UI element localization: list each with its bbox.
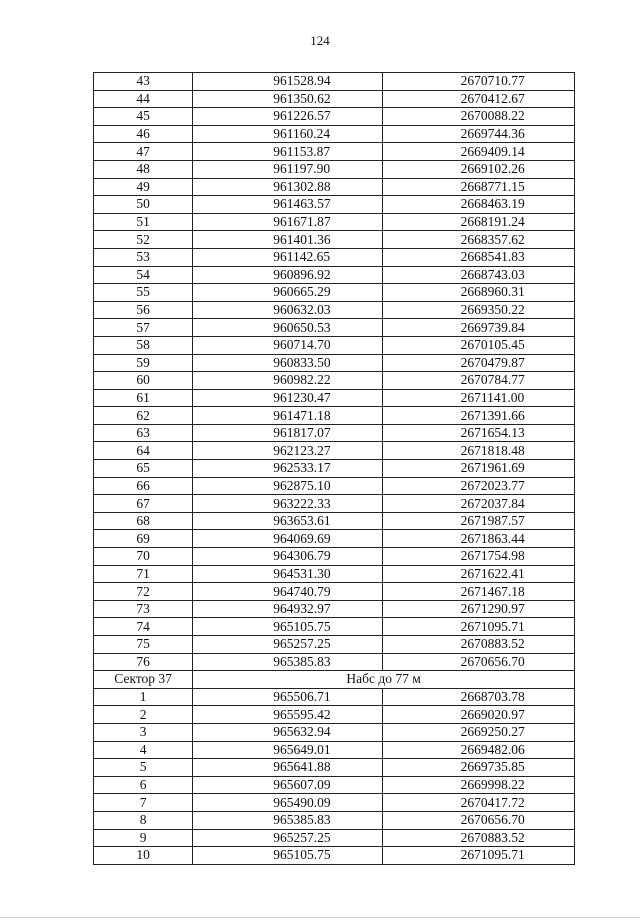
y-coordinate-cell: 2668960.31 <box>382 284 574 302</box>
table-row <box>94 90 575 108</box>
table-row <box>94 636 575 654</box>
y-coordinate-cell: 2669739.84 <box>382 319 574 337</box>
point-number-cell: 4 <box>94 741 193 759</box>
point-number-cell: 59 <box>94 354 193 372</box>
x-coordinate-cell: 965607.09 <box>193 776 382 794</box>
y-coordinate-cell: 2669744.36 <box>382 125 574 143</box>
x-coordinate-cell: 960833.50 <box>193 354 382 372</box>
y-coordinate-cell: 2668541.83 <box>382 248 574 266</box>
point-number-cell: 2 <box>94 706 193 724</box>
x-coordinate-cell: 964531.30 <box>193 565 382 583</box>
point-number-cell: 48 <box>94 160 193 178</box>
point-number-cell: 58 <box>94 336 193 354</box>
point-number-cell: 60 <box>94 372 193 390</box>
x-coordinate-cell: 965632.94 <box>193 723 382 741</box>
y-coordinate-cell: 2672037.84 <box>382 495 574 513</box>
y-coordinate-cell: 2669998.22 <box>382 776 574 794</box>
x-coordinate-cell: 965649.01 <box>193 741 382 759</box>
x-coordinate-cell: 961230.47 <box>193 389 382 407</box>
point-number-cell: 3 <box>94 723 193 741</box>
x-coordinate-cell: 961350.62 <box>193 90 382 108</box>
point-number-cell: 6 <box>94 776 193 794</box>
point-number-cell: 51 <box>94 213 193 231</box>
point-number-cell: 8 <box>94 811 193 829</box>
table-row <box>94 319 575 337</box>
table-row <box>94 512 575 530</box>
y-coordinate-cell: 2671987.57 <box>382 512 574 530</box>
point-number-cell: 55 <box>94 284 193 302</box>
table-row <box>94 248 575 266</box>
x-coordinate-cell: 962875.10 <box>193 477 382 495</box>
point-number-cell: 56 <box>94 301 193 319</box>
table-row <box>94 196 575 214</box>
y-coordinate-cell: 2671818.48 <box>382 442 574 460</box>
y-coordinate-cell: 2671467.18 <box>382 583 574 601</box>
x-coordinate-cell: 961302.88 <box>193 178 382 196</box>
y-coordinate-cell: 2670088.22 <box>382 108 574 126</box>
table-row <box>94 530 575 548</box>
table-row <box>94 847 575 865</box>
y-coordinate-cell: 2671654.13 <box>382 424 574 442</box>
table-row <box>94 583 575 601</box>
x-coordinate-cell: 965105.75 <box>193 618 382 636</box>
table-row <box>94 407 575 425</box>
y-coordinate-cell: 2669735.85 <box>382 759 574 777</box>
point-number-cell: 72 <box>94 583 193 601</box>
x-coordinate-cell: 961528.94 <box>193 73 382 91</box>
x-coordinate-cell: 961142.65 <box>193 248 382 266</box>
point-number-cell: 49 <box>94 178 193 196</box>
y-coordinate-cell: 2668703.78 <box>382 688 574 706</box>
x-coordinate-cell: 960982.22 <box>193 372 382 390</box>
table-row <box>94 794 575 812</box>
y-coordinate-cell: 2668191.24 <box>382 213 574 231</box>
x-coordinate-cell: 961463.57 <box>193 196 382 214</box>
x-coordinate-cell: 963222.33 <box>193 495 382 513</box>
table-row <box>94 600 575 618</box>
point-number-cell: 47 <box>94 143 193 161</box>
y-coordinate-cell: 2668743.03 <box>382 266 574 284</box>
section-height-note: Набс до 77 м <box>193 671 575 689</box>
point-number-cell: 53 <box>94 248 193 266</box>
table-row <box>94 178 575 196</box>
x-coordinate-cell: 965641.88 <box>193 759 382 777</box>
y-coordinate-cell: 2671141.00 <box>382 389 574 407</box>
y-coordinate-cell: 2671391.66 <box>382 407 574 425</box>
page-number: 124 <box>310 33 330 48</box>
point-number-cell: 45 <box>94 108 193 126</box>
point-number-cell: 70 <box>94 548 193 566</box>
table-row <box>94 160 575 178</box>
point-number-cell: 5 <box>94 759 193 777</box>
x-coordinate-cell: 961160.24 <box>193 125 382 143</box>
y-coordinate-cell: 2670412.67 <box>382 90 574 108</box>
y-coordinate-cell: 2670784.77 <box>382 372 574 390</box>
table-row <box>94 389 575 407</box>
point-number-cell: 46 <box>94 125 193 143</box>
point-number-cell: 61 <box>94 389 193 407</box>
x-coordinate-cell: 961226.57 <box>193 108 382 126</box>
point-number-cell: 7 <box>94 794 193 812</box>
point-number-cell: 76 <box>94 653 193 671</box>
y-coordinate-cell: 2670656.70 <box>382 653 574 671</box>
x-coordinate-cell: 965257.25 <box>193 636 382 654</box>
x-coordinate-cell: 961671.87 <box>193 213 382 231</box>
table-row <box>94 143 575 161</box>
table-row <box>94 741 575 759</box>
table-row <box>94 213 575 231</box>
table-row <box>94 442 575 460</box>
point-number-cell: 43 <box>94 73 193 91</box>
point-number-cell: 44 <box>94 90 193 108</box>
y-coordinate-cell: 2669102.26 <box>382 160 574 178</box>
x-coordinate-cell: 965490.09 <box>193 794 382 812</box>
table-row <box>94 618 575 636</box>
y-coordinate-cell: 2671961.69 <box>382 460 574 478</box>
point-number-cell: 1 <box>94 688 193 706</box>
x-coordinate-cell: 960896.92 <box>193 266 382 284</box>
y-coordinate-cell: 2671622.41 <box>382 565 574 583</box>
y-coordinate-cell: 2669350.22 <box>382 301 574 319</box>
point-number-cell: 54 <box>94 266 193 284</box>
table-row <box>94 231 575 249</box>
point-number-cell: 71 <box>94 565 193 583</box>
point-number-cell: 65 <box>94 460 193 478</box>
page-bottom-rule <box>0 917 640 918</box>
table-row <box>94 460 575 478</box>
point-number-cell: 10 <box>94 847 193 865</box>
point-number-cell: 62 <box>94 407 193 425</box>
table-row <box>94 548 575 566</box>
x-coordinate-cell: 965385.83 <box>193 653 382 671</box>
x-coordinate-cell: 963653.61 <box>193 512 382 530</box>
table-row <box>94 372 575 390</box>
y-coordinate-cell: 2668771.15 <box>382 178 574 196</box>
coordinates-table-body-second <box>94 688 575 864</box>
x-coordinate-cell: 965105.75 <box>193 847 382 865</box>
x-coordinate-cell: 964740.79 <box>193 583 382 601</box>
y-coordinate-cell: 2672023.77 <box>382 477 574 495</box>
y-coordinate-cell: 2671863.44 <box>382 530 574 548</box>
y-coordinate-cell: 2671095.71 <box>382 847 574 865</box>
table-row <box>94 811 575 829</box>
table-row <box>94 653 575 671</box>
section-header <box>94 671 575 689</box>
y-coordinate-cell: 2669250.27 <box>382 723 574 741</box>
table-row <box>94 284 575 302</box>
y-coordinate-cell: 2670417.72 <box>382 794 574 812</box>
table-row <box>94 565 575 583</box>
x-coordinate-cell: 960632.03 <box>193 301 382 319</box>
y-coordinate-cell: 2668357.62 <box>382 231 574 249</box>
y-coordinate-cell: 2670883.52 <box>382 636 574 654</box>
x-coordinate-cell: 961197.90 <box>193 160 382 178</box>
table-row <box>94 266 575 284</box>
x-coordinate-cell: 961153.87 <box>193 143 382 161</box>
table-row <box>94 125 575 143</box>
point-number-cell: 73 <box>94 600 193 618</box>
y-coordinate-cell: 2670656.70 <box>382 811 574 829</box>
coordinates-table <box>93 72 575 865</box>
y-coordinate-cell: 2670883.52 <box>382 829 574 847</box>
y-coordinate-cell: 2670105.45 <box>382 336 574 354</box>
point-number-cell: 74 <box>94 618 193 636</box>
x-coordinate-cell: 960714.70 <box>193 336 382 354</box>
x-coordinate-cell: 960650.53 <box>193 319 382 337</box>
x-coordinate-cell: 960665.29 <box>193 284 382 302</box>
x-coordinate-cell: 961817.07 <box>193 424 382 442</box>
table-row <box>94 495 575 513</box>
point-number-cell: 52 <box>94 231 193 249</box>
table-row <box>94 301 575 319</box>
table-row <box>94 336 575 354</box>
table-row <box>94 688 575 706</box>
x-coordinate-cell: 964306.79 <box>193 548 382 566</box>
point-number-cell: 57 <box>94 319 193 337</box>
point-number-cell: 66 <box>94 477 193 495</box>
point-number-cell: 50 <box>94 196 193 214</box>
point-number-cell: 63 <box>94 424 193 442</box>
x-coordinate-cell: 965595.42 <box>193 706 382 724</box>
point-number-cell: 67 <box>94 495 193 513</box>
table-row <box>94 706 575 724</box>
point-number-cell: 68 <box>94 512 193 530</box>
y-coordinate-cell: 2669020.97 <box>382 706 574 724</box>
x-coordinate-cell: 961401.36 <box>193 231 382 249</box>
point-number-cell: 75 <box>94 636 193 654</box>
point-number-cell: 69 <box>94 530 193 548</box>
table-row <box>94 424 575 442</box>
table-row <box>94 829 575 847</box>
y-coordinate-cell: 2671754.98 <box>382 548 574 566</box>
x-coordinate-cell: 962123.27 <box>193 442 382 460</box>
coordinates-table-body-first <box>94 73 575 671</box>
section-row <box>94 671 575 689</box>
table-row <box>94 108 575 126</box>
y-coordinate-cell: 2668463.19 <box>382 196 574 214</box>
table-row <box>94 477 575 495</box>
x-coordinate-cell: 965385.83 <box>193 811 382 829</box>
section-label: Сектор 37 <box>94 671 193 689</box>
y-coordinate-cell: 2671095.71 <box>382 618 574 636</box>
point-number-cell: 64 <box>94 442 193 460</box>
y-coordinate-cell: 2671290.97 <box>382 600 574 618</box>
y-coordinate-cell: 2669409.14 <box>382 143 574 161</box>
y-coordinate-cell: 2670479.87 <box>382 354 574 372</box>
x-coordinate-cell: 962533.17 <box>193 460 382 478</box>
y-coordinate-cell: 2670710.77 <box>382 73 574 91</box>
y-coordinate-cell: 2669482.06 <box>382 741 574 759</box>
x-coordinate-cell: 965506.71 <box>193 688 382 706</box>
table-row <box>94 776 575 794</box>
table-row <box>94 723 575 741</box>
x-coordinate-cell: 961471.18 <box>193 407 382 425</box>
x-coordinate-cell: 964069.69 <box>193 530 382 548</box>
table-row <box>94 354 575 372</box>
table-row <box>94 73 575 91</box>
x-coordinate-cell: 965257.25 <box>193 829 382 847</box>
x-coordinate-cell: 964932.97 <box>193 600 382 618</box>
point-number-cell: 9 <box>94 829 193 847</box>
table-row <box>94 759 575 777</box>
